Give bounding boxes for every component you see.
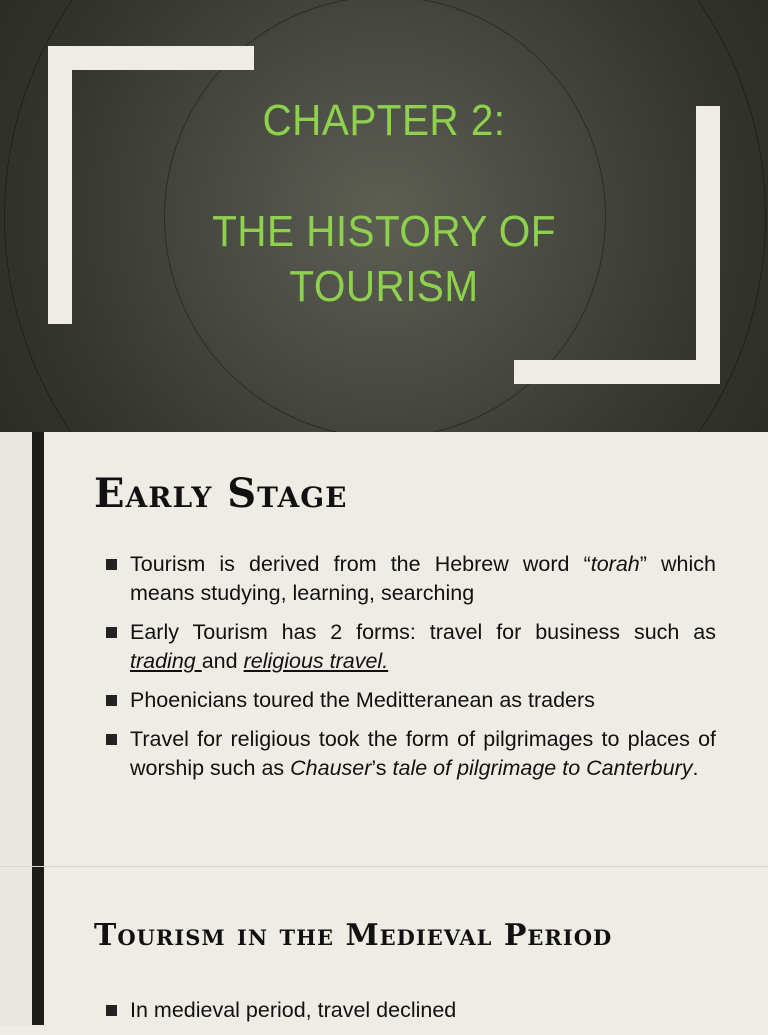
bullet-emphasis: trading — [130, 649, 202, 673]
bullet-item — [102, 725, 716, 783]
title-slide — [0, 0, 768, 432]
bullet-square-icon — [106, 695, 117, 706]
medieval-bullet-list — [102, 996, 716, 1035]
bullet-text: Travel for religious took the form of pilgrimages to places of worship such as — [130, 727, 716, 780]
bullet-emphasis: tale of pilgrimage to Canterbury — [392, 756, 693, 780]
accent-bar — [32, 432, 44, 866]
slide-title-line2: TOURISM — [289, 262, 479, 311]
bullet-text: ’s — [371, 756, 393, 780]
bullet-emphasis: torah — [590, 552, 640, 576]
bullet-square-icon — [106, 627, 117, 638]
bullet-item — [102, 550, 716, 608]
medieval-heading: Tourism in the Medieval Period — [94, 918, 613, 953]
bullet-item — [102, 686, 716, 715]
slide-margin — [0, 432, 32, 866]
early-stage-heading: Early Stage — [94, 470, 348, 517]
early-stage-bullet-list — [102, 550, 716, 793]
chapter-label: CHAPTER 2: — [262, 96, 506, 145]
bullet-square-icon — [106, 559, 117, 570]
bullet-text: Tourism is derived from the Hebrew word “ — [130, 552, 591, 576]
slide-title-line1: THE HISTORY OF — [212, 207, 556, 256]
bullet-text: Early Tourism has 2 forms: travel for business such as — [130, 620, 716, 644]
accent-bar — [32, 867, 44, 1025]
bullet-item — [102, 618, 716, 676]
bullet-text: and — [201, 649, 244, 673]
bullet-item — [102, 996, 716, 1025]
bullet-square-icon — [106, 1005, 117, 1016]
frame-bracket-bottom — [514, 360, 720, 384]
bullet-text: ” which means studying, learning, searching — [130, 552, 716, 605]
bullet-text: In medieval period, travel declined — [130, 998, 457, 1022]
bullet-square-icon — [106, 734, 117, 745]
slide-margin — [0, 867, 32, 1025]
bullet-text: Phoenicians toured the Meditteranean as traders — [130, 688, 595, 712]
frame-bracket-top — [48, 46, 254, 70]
bullet-text: . — [692, 756, 699, 780]
bullet-emphasis: Chauser — [290, 756, 372, 780]
bullet-emphasis: religious travel. — [243, 649, 389, 673]
